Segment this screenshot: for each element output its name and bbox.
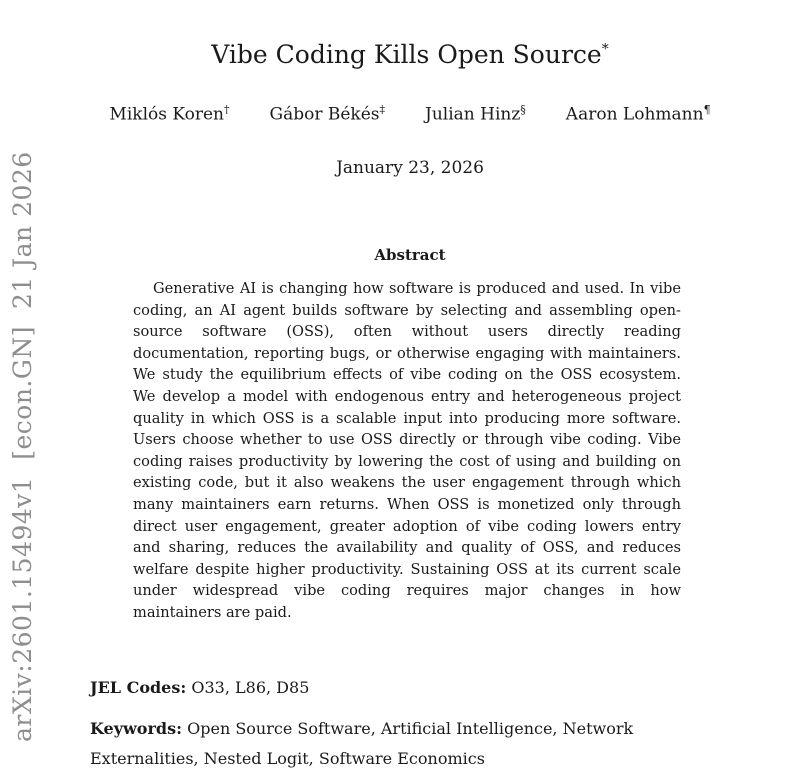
paper-date: January 23, 2026 xyxy=(336,158,484,178)
jel-codes-values: O33, L86, D85 xyxy=(191,678,310,697)
author-3 xyxy=(425,103,526,125)
abstract-text: Generative AI is changing how software is produced and used. In vibe coding, an AI agent builds software by selecting and assembling open-source software (OSS), often without users directly reading documentation, reporting bugs, or otherwise engaging with maintainers. We study the equilibrium effects of vibe coding on the OSS ecosystem. We develop a model with endogenous entry and heterogeneous project quality in which OSS is a scalable input into producing more software. Users choose whether to use OSS directly or through vibe coding. Vibe coding raises productivity by lowering the cost of using and building on existing code, but it also weakens the user engagement through which many maintainers earn returns. When OSS is monetized only through direct user engagement, greater adoption of vibe coding lowers entry and sharing, reduces the availability and quality of OSS, and reduces welfare despite higher productivity. Sustaining OSS at its current scale under widespread vibe coding requires major changes in how maintainers are paid. xyxy=(133,280,681,621)
jel-codes-label: JEL Codes: xyxy=(90,678,187,697)
author-2-footnote-marker: ‡ xyxy=(379,103,385,116)
author-2-name: Gábor Békés xyxy=(269,104,380,125)
authors-row xyxy=(90,103,730,125)
author-3-name: Julian Hinz xyxy=(425,104,521,125)
author-4-name: Aaron Lohmann xyxy=(565,104,704,125)
abstract-heading: Abstract xyxy=(374,246,446,264)
paper-title-text: Vibe Coding Kills Open Source xyxy=(211,40,602,69)
author-3-footnote-marker: § xyxy=(520,103,526,116)
title-footnote-marker: * xyxy=(601,41,609,58)
author-1 xyxy=(109,103,229,125)
keywords-line xyxy=(90,714,735,770)
paper-title xyxy=(90,40,730,69)
arxiv-stamp: arXiv:2601.15494v1 [econ.GN] 21 Jan 2026 xyxy=(8,151,37,742)
author-1-name: Miklós Koren xyxy=(109,104,224,125)
author-4 xyxy=(566,103,711,125)
author-4-footnote-marker: ¶ xyxy=(703,103,711,116)
keywords-values: Open Source Software, Artificial Intelligence, Network Externalities, Nested Logit, Software Economics xyxy=(90,719,634,768)
jel-codes-line xyxy=(90,678,735,697)
author-1-footnote-marker: † xyxy=(223,103,230,116)
author-2 xyxy=(269,103,385,125)
keywords-label: Keywords: xyxy=(90,719,183,738)
